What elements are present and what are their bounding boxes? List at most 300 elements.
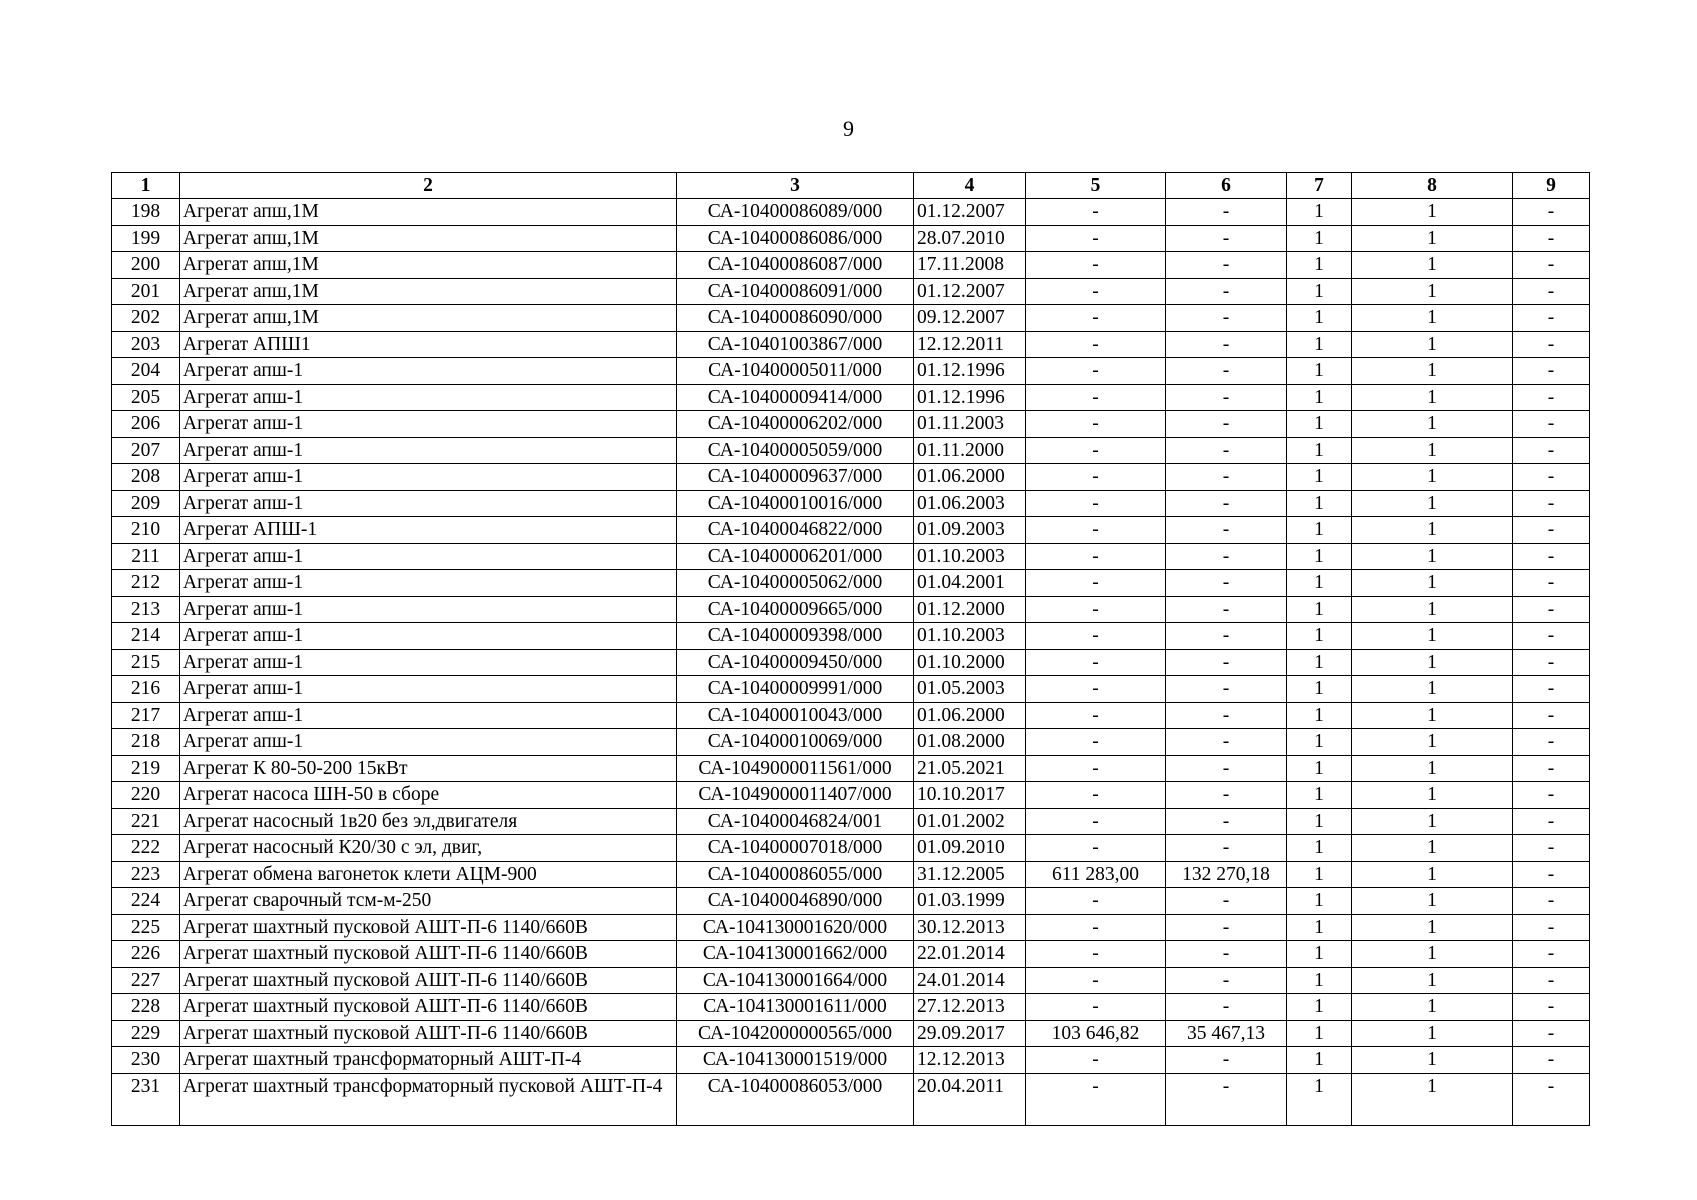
note-cell: - xyxy=(1513,199,1590,226)
residual-value-cell: - xyxy=(1166,808,1287,835)
count-cell: 1 xyxy=(1352,649,1513,676)
value-cell: - xyxy=(1026,331,1166,358)
count-cell: 1 xyxy=(1352,411,1513,438)
inventory-number-cell: СА-10401003867/000 xyxy=(677,331,914,358)
quantity-cell: 1 xyxy=(1287,490,1352,517)
note-cell: - xyxy=(1513,1073,1590,1125)
row-number-cell: 215 xyxy=(112,649,180,676)
inventory-number-cell: СА-10400007018/000 xyxy=(677,835,914,862)
count-cell: 1 xyxy=(1352,861,1513,888)
value-cell: - xyxy=(1026,384,1166,411)
asset-name-cell: Агрегат шахтный пусковой АШТ-П-6 1140/660В xyxy=(180,994,677,1021)
count-cell: 1 xyxy=(1352,570,1513,597)
count-cell: 1 xyxy=(1352,517,1513,544)
residual-value-cell: - xyxy=(1166,967,1287,994)
inventory-number-cell: СА-10400086086/000 xyxy=(677,225,914,252)
asset-name-cell: Агрегат апш-1 xyxy=(180,702,677,729)
table-row xyxy=(112,305,1590,332)
value-cell: - xyxy=(1026,543,1166,570)
quantity-cell: 1 xyxy=(1287,782,1352,809)
table-row xyxy=(112,1047,1590,1074)
asset-name-cell: Агрегат апш-1 xyxy=(180,729,677,756)
table-row xyxy=(112,702,1590,729)
count-cell: 1 xyxy=(1352,305,1513,332)
date-cell: 01.12.2007 xyxy=(914,199,1026,226)
row-number-cell: 220 xyxy=(112,782,180,809)
asset-name-cell: Агрегат апш,1М xyxy=(180,199,677,226)
row-number-cell: 226 xyxy=(112,941,180,968)
table-row xyxy=(112,729,1590,756)
column-header: 7 xyxy=(1287,173,1352,199)
value-cell: - xyxy=(1026,490,1166,517)
column-header: 9 xyxy=(1513,173,1590,199)
residual-value-cell: 132 270,18 xyxy=(1166,861,1287,888)
table-row xyxy=(112,331,1590,358)
count-cell: 1 xyxy=(1352,941,1513,968)
residual-value-cell: - xyxy=(1166,384,1287,411)
note-cell: - xyxy=(1513,702,1590,729)
table-row xyxy=(112,199,1590,226)
row-number-cell: 204 xyxy=(112,358,180,385)
note-cell: - xyxy=(1513,225,1590,252)
table-row xyxy=(112,596,1590,623)
inventory-number-cell: СА-104130001664/000 xyxy=(677,967,914,994)
count-cell: 1 xyxy=(1352,252,1513,279)
count-cell: 1 xyxy=(1352,782,1513,809)
quantity-cell: 1 xyxy=(1287,570,1352,597)
inventory-number-cell: СА-10400005011/000 xyxy=(677,358,914,385)
row-number-cell: 223 xyxy=(112,861,180,888)
asset-name-cell: Агрегат апш-1 xyxy=(180,490,677,517)
table-row xyxy=(112,437,1590,464)
residual-value-cell: - xyxy=(1166,596,1287,623)
quantity-cell: 1 xyxy=(1287,305,1352,332)
value-cell: - xyxy=(1026,941,1166,968)
note-cell: - xyxy=(1513,861,1590,888)
inventory-number-cell: СА-1042000000565/000 xyxy=(677,1020,914,1047)
table-row xyxy=(112,835,1590,862)
row-number-cell: 210 xyxy=(112,517,180,544)
residual-value-cell: - xyxy=(1166,411,1287,438)
inventory-number-cell: СА-10400086090/000 xyxy=(677,305,914,332)
note-cell: - xyxy=(1513,331,1590,358)
table-row xyxy=(112,888,1590,915)
table-row xyxy=(112,649,1590,676)
row-number-cell: 198 xyxy=(112,199,180,226)
note-cell: - xyxy=(1513,967,1590,994)
quantity-cell: 1 xyxy=(1287,676,1352,703)
residual-value-cell: - xyxy=(1166,835,1287,862)
asset-name-cell: Агрегат апш,1М xyxy=(180,252,677,279)
quantity-cell: 1 xyxy=(1287,596,1352,623)
note-cell: - xyxy=(1513,994,1590,1021)
table-row xyxy=(112,967,1590,994)
date-cell: 27.12.2013 xyxy=(914,994,1026,1021)
note-cell: - xyxy=(1513,252,1590,279)
note-cell: - xyxy=(1513,649,1590,676)
note-cell: - xyxy=(1513,570,1590,597)
value-cell: - xyxy=(1026,755,1166,782)
table-row xyxy=(112,384,1590,411)
table-row xyxy=(112,623,1590,650)
count-cell: 1 xyxy=(1352,967,1513,994)
date-cell: 31.12.2005 xyxy=(914,861,1026,888)
quantity-cell: 1 xyxy=(1287,755,1352,782)
inventory-number-cell: СА-1049000011561/000 xyxy=(677,755,914,782)
quantity-cell: 1 xyxy=(1287,729,1352,756)
asset-name-cell: Агрегат обмена вагонеток клети АЦМ-900 xyxy=(180,861,677,888)
asset-name-cell: Агрегат апш-1 xyxy=(180,437,677,464)
inventory-number-cell: СА-10400046824/001 xyxy=(677,808,914,835)
table-row xyxy=(112,914,1590,941)
table-body xyxy=(112,199,1590,1126)
count-cell: 1 xyxy=(1352,464,1513,491)
asset-name-cell: Агрегат апш,1М xyxy=(180,305,677,332)
count-cell: 1 xyxy=(1352,808,1513,835)
residual-value-cell: - xyxy=(1166,331,1287,358)
quantity-cell: 1 xyxy=(1287,199,1352,226)
value-cell: - xyxy=(1026,888,1166,915)
count-cell: 1 xyxy=(1352,914,1513,941)
quantity-cell: 1 xyxy=(1287,967,1352,994)
row-number-cell: 218 xyxy=(112,729,180,756)
value-cell: - xyxy=(1026,623,1166,650)
value-cell: - xyxy=(1026,914,1166,941)
value-cell: - xyxy=(1026,570,1166,597)
note-cell: - xyxy=(1513,464,1590,491)
table-row xyxy=(112,358,1590,385)
table-row xyxy=(112,225,1590,252)
asset-name-cell: Агрегат насосный 1в20 без эл,двигателя xyxy=(180,808,677,835)
row-number-cell: 217 xyxy=(112,702,180,729)
asset-name-cell: Агрегат насосный К20/30 с эл, двиг, xyxy=(180,835,677,862)
value-cell: - xyxy=(1026,835,1166,862)
column-header: 6 xyxy=(1166,173,1287,199)
inventory-number-cell: СА-104130001519/000 xyxy=(677,1047,914,1074)
row-number-cell: 216 xyxy=(112,676,180,703)
date-cell: 01.05.2003 xyxy=(914,676,1026,703)
note-cell: - xyxy=(1513,358,1590,385)
date-cell: 10.10.2017 xyxy=(914,782,1026,809)
row-number-cell: 200 xyxy=(112,252,180,279)
column-header: 4 xyxy=(914,173,1026,199)
inventory-number-cell: СА-10400010069/000 xyxy=(677,729,914,756)
note-cell: - xyxy=(1513,305,1590,332)
note-cell: - xyxy=(1513,729,1590,756)
residual-value-cell: - xyxy=(1166,782,1287,809)
table-row xyxy=(112,517,1590,544)
value-cell: - xyxy=(1026,729,1166,756)
date-cell: 01.10.2003 xyxy=(914,543,1026,570)
row-number-cell: 230 xyxy=(112,1047,180,1074)
residual-value-cell: - xyxy=(1166,729,1287,756)
asset-name-cell: Агрегат шахтный пусковой АШТ-П-6 1140/660В xyxy=(180,1020,677,1047)
residual-value-cell: - xyxy=(1166,570,1287,597)
date-cell: 01.01.2002 xyxy=(914,808,1026,835)
note-cell: - xyxy=(1513,623,1590,650)
row-number-cell: 207 xyxy=(112,437,180,464)
count-cell: 1 xyxy=(1352,994,1513,1021)
date-cell: 01.12.2000 xyxy=(914,596,1026,623)
residual-value-cell: 35 467,13 xyxy=(1166,1020,1287,1047)
note-cell: - xyxy=(1513,676,1590,703)
note-cell: - xyxy=(1513,1020,1590,1047)
residual-value-cell: - xyxy=(1166,649,1287,676)
row-number-cell: 211 xyxy=(112,543,180,570)
asset-name-cell: Агрегат апш-1 xyxy=(180,358,677,385)
asset-name-cell: Агрегат шахтный трансформаторный пусковой АШТ-П-4 xyxy=(180,1073,677,1125)
quantity-cell: 1 xyxy=(1287,623,1352,650)
quantity-cell: 1 xyxy=(1287,702,1352,729)
date-cell: 22.01.2014 xyxy=(914,941,1026,968)
date-cell: 01.06.2000 xyxy=(914,702,1026,729)
date-cell: 01.04.2001 xyxy=(914,570,1026,597)
date-cell: 17.11.2008 xyxy=(914,252,1026,279)
quantity-cell: 1 xyxy=(1287,464,1352,491)
residual-value-cell: - xyxy=(1166,199,1287,226)
inventory-number-cell: СА-10400086087/000 xyxy=(677,252,914,279)
date-cell: 01.08.2000 xyxy=(914,729,1026,756)
asset-name-cell: Агрегат апш-1 xyxy=(180,676,677,703)
note-cell: - xyxy=(1513,782,1590,809)
date-cell: 24.01.2014 xyxy=(914,967,1026,994)
table-row xyxy=(112,1020,1590,1047)
date-cell: 21.05.2021 xyxy=(914,755,1026,782)
inventory-number-cell: СА-10400009414/000 xyxy=(677,384,914,411)
inventory-number-cell: СА-10400086089/000 xyxy=(677,199,914,226)
table-row xyxy=(112,278,1590,305)
column-header: 3 xyxy=(677,173,914,199)
residual-value-cell: - xyxy=(1166,702,1287,729)
quantity-cell: 1 xyxy=(1287,225,1352,252)
quantity-cell: 1 xyxy=(1287,543,1352,570)
asset-name-cell: Агрегат апш-1 xyxy=(180,543,677,570)
value-cell: 611 283,00 xyxy=(1026,861,1166,888)
note-cell: - xyxy=(1513,941,1590,968)
value-cell: - xyxy=(1026,1047,1166,1074)
table-row xyxy=(112,861,1590,888)
quantity-cell: 1 xyxy=(1287,1020,1352,1047)
date-cell: 01.11.2003 xyxy=(914,411,1026,438)
residual-value-cell: - xyxy=(1166,755,1287,782)
date-cell: 01.09.2003 xyxy=(914,517,1026,544)
count-cell: 1 xyxy=(1352,755,1513,782)
inventory-number-cell: СА-10400005062/000 xyxy=(677,570,914,597)
table-row xyxy=(112,676,1590,703)
quantity-cell: 1 xyxy=(1287,914,1352,941)
residual-value-cell: - xyxy=(1166,994,1287,1021)
note-cell: - xyxy=(1513,596,1590,623)
table-row xyxy=(112,570,1590,597)
quantity-cell: 1 xyxy=(1287,1073,1352,1125)
value-cell: 103 646,82 xyxy=(1026,1020,1166,1047)
column-header: 2 xyxy=(180,173,677,199)
note-cell: - xyxy=(1513,888,1590,915)
column-header: 1 xyxy=(112,173,180,199)
date-cell: 29.09.2017 xyxy=(914,1020,1026,1047)
row-number-cell: 199 xyxy=(112,225,180,252)
row-number-cell: 231 xyxy=(112,1073,180,1125)
quantity-cell: 1 xyxy=(1287,941,1352,968)
residual-value-cell: - xyxy=(1166,543,1287,570)
row-number-cell: 202 xyxy=(112,305,180,332)
quantity-cell: 1 xyxy=(1287,517,1352,544)
inventory-number-cell: СА-10400009991/000 xyxy=(677,676,914,703)
note-cell: - xyxy=(1513,490,1590,517)
count-cell: 1 xyxy=(1352,331,1513,358)
inventory-number-cell: СА-10400010043/000 xyxy=(677,702,914,729)
date-cell: 01.03.1999 xyxy=(914,888,1026,915)
inventory-number-cell: СА-10400086091/000 xyxy=(677,278,914,305)
row-number-cell: 208 xyxy=(112,464,180,491)
count-cell: 1 xyxy=(1352,835,1513,862)
date-cell: 01.12.1996 xyxy=(914,358,1026,385)
asset-name-cell: Агрегат апш-1 xyxy=(180,570,677,597)
date-cell: 09.12.2007 xyxy=(914,305,1026,332)
count-cell: 1 xyxy=(1352,490,1513,517)
row-number-cell: 224 xyxy=(112,888,180,915)
asset-name-cell: Агрегат насоса ШН-50 в сборе xyxy=(180,782,677,809)
asset-name-cell: Агрегат апш-1 xyxy=(180,464,677,491)
count-cell: 1 xyxy=(1352,199,1513,226)
note-cell: - xyxy=(1513,278,1590,305)
row-number-cell: 222 xyxy=(112,835,180,862)
count-cell: 1 xyxy=(1352,702,1513,729)
date-cell: 01.12.2007 xyxy=(914,278,1026,305)
note-cell: - xyxy=(1513,384,1590,411)
count-cell: 1 xyxy=(1352,437,1513,464)
quantity-cell: 1 xyxy=(1287,1047,1352,1074)
row-number-cell: 219 xyxy=(112,755,180,782)
note-cell: - xyxy=(1513,914,1590,941)
date-cell: 01.06.2000 xyxy=(914,464,1026,491)
value-cell: - xyxy=(1026,278,1166,305)
note-cell: - xyxy=(1513,808,1590,835)
value-cell: - xyxy=(1026,358,1166,385)
row-number-cell: 209 xyxy=(112,490,180,517)
asset-name-cell: Агрегат шахтный пусковой АШТ-П-6 1140/660В xyxy=(180,914,677,941)
residual-value-cell: - xyxy=(1166,305,1287,332)
asset-name-cell: Агрегат апш-1 xyxy=(180,623,677,650)
quantity-cell: 1 xyxy=(1287,861,1352,888)
value-cell: - xyxy=(1026,464,1166,491)
residual-value-cell: - xyxy=(1166,490,1287,517)
row-number-cell: 225 xyxy=(112,914,180,941)
note-cell: - xyxy=(1513,835,1590,862)
table-row xyxy=(112,464,1590,491)
date-cell: 12.12.2011 xyxy=(914,331,1026,358)
date-cell: 01.11.2000 xyxy=(914,437,1026,464)
table-row xyxy=(112,543,1590,570)
inventory-number-cell: СА-10400086053/000 xyxy=(677,1073,914,1125)
residual-value-cell: - xyxy=(1166,676,1287,703)
quantity-cell: 1 xyxy=(1287,331,1352,358)
value-cell: - xyxy=(1026,649,1166,676)
table-row xyxy=(112,490,1590,517)
table-row xyxy=(112,808,1590,835)
inventory-number-cell: СА-1049000011407/000 xyxy=(677,782,914,809)
note-cell: - xyxy=(1513,411,1590,438)
count-cell: 1 xyxy=(1352,676,1513,703)
residual-value-cell: - xyxy=(1166,1047,1287,1074)
inventory-number-cell: СА-10400009450/000 xyxy=(677,649,914,676)
row-number-cell: 213 xyxy=(112,596,180,623)
asset-name-cell: Агрегат К 80-50-200 15кВт xyxy=(180,755,677,782)
value-cell: - xyxy=(1026,702,1166,729)
value-cell: - xyxy=(1026,305,1166,332)
date-cell: 01.06.2003 xyxy=(914,490,1026,517)
note-cell: - xyxy=(1513,437,1590,464)
value-cell: - xyxy=(1026,994,1166,1021)
value-cell: - xyxy=(1026,967,1166,994)
row-number-cell: 201 xyxy=(112,278,180,305)
asset-register-table xyxy=(111,172,1590,1126)
residual-value-cell: - xyxy=(1166,252,1287,279)
residual-value-cell: - xyxy=(1166,1073,1287,1125)
count-cell: 1 xyxy=(1352,358,1513,385)
count-cell: 1 xyxy=(1352,278,1513,305)
inventory-number-cell: СА-10400006202/000 xyxy=(677,411,914,438)
inventory-number-cell: СА-10400010016/000 xyxy=(677,490,914,517)
row-number-cell: 205 xyxy=(112,384,180,411)
asset-name-cell: Агрегат АПШ-1 xyxy=(180,517,677,544)
value-cell: - xyxy=(1026,437,1166,464)
value-cell: - xyxy=(1026,517,1166,544)
residual-value-cell: - xyxy=(1166,941,1287,968)
table-row xyxy=(112,994,1590,1021)
row-number-cell: 227 xyxy=(112,967,180,994)
count-cell: 1 xyxy=(1352,1020,1513,1047)
note-cell: - xyxy=(1513,1047,1590,1074)
table-row xyxy=(112,252,1590,279)
count-cell: 1 xyxy=(1352,543,1513,570)
inventory-number-cell: СА-10400009637/000 xyxy=(677,464,914,491)
residual-value-cell: - xyxy=(1166,888,1287,915)
value-cell: - xyxy=(1026,676,1166,703)
date-cell: 01.10.2000 xyxy=(914,649,1026,676)
inventory-number-cell: СА-10400046890/000 xyxy=(677,888,914,915)
table-row xyxy=(112,755,1590,782)
quantity-cell: 1 xyxy=(1287,994,1352,1021)
value-cell: - xyxy=(1026,1073,1166,1125)
quantity-cell: 1 xyxy=(1287,888,1352,915)
date-cell: 12.12.2013 xyxy=(914,1047,1026,1074)
quantity-cell: 1 xyxy=(1287,278,1352,305)
residual-value-cell: - xyxy=(1166,914,1287,941)
value-cell: - xyxy=(1026,199,1166,226)
count-cell: 1 xyxy=(1352,1073,1513,1125)
value-cell: - xyxy=(1026,808,1166,835)
count-cell: 1 xyxy=(1352,888,1513,915)
residual-value-cell: - xyxy=(1166,517,1287,544)
value-cell: - xyxy=(1026,782,1166,809)
table-row xyxy=(112,411,1590,438)
date-cell: 01.10.2003 xyxy=(914,623,1026,650)
value-cell: - xyxy=(1026,411,1166,438)
inventory-number-cell: СА-10400086055/000 xyxy=(677,861,914,888)
note-cell: - xyxy=(1513,543,1590,570)
row-number-cell: 206 xyxy=(112,411,180,438)
asset-name-cell: Агрегат сварочный тсм-м-250 xyxy=(180,888,677,915)
row-number-cell: 228 xyxy=(112,994,180,1021)
quantity-cell: 1 xyxy=(1287,252,1352,279)
count-cell: 1 xyxy=(1352,729,1513,756)
quantity-cell: 1 xyxy=(1287,358,1352,385)
asset-name-cell: Агрегат апш-1 xyxy=(180,411,677,438)
quantity-cell: 1 xyxy=(1287,808,1352,835)
date-cell: 01.12.1996 xyxy=(914,384,1026,411)
quantity-cell: 1 xyxy=(1287,437,1352,464)
